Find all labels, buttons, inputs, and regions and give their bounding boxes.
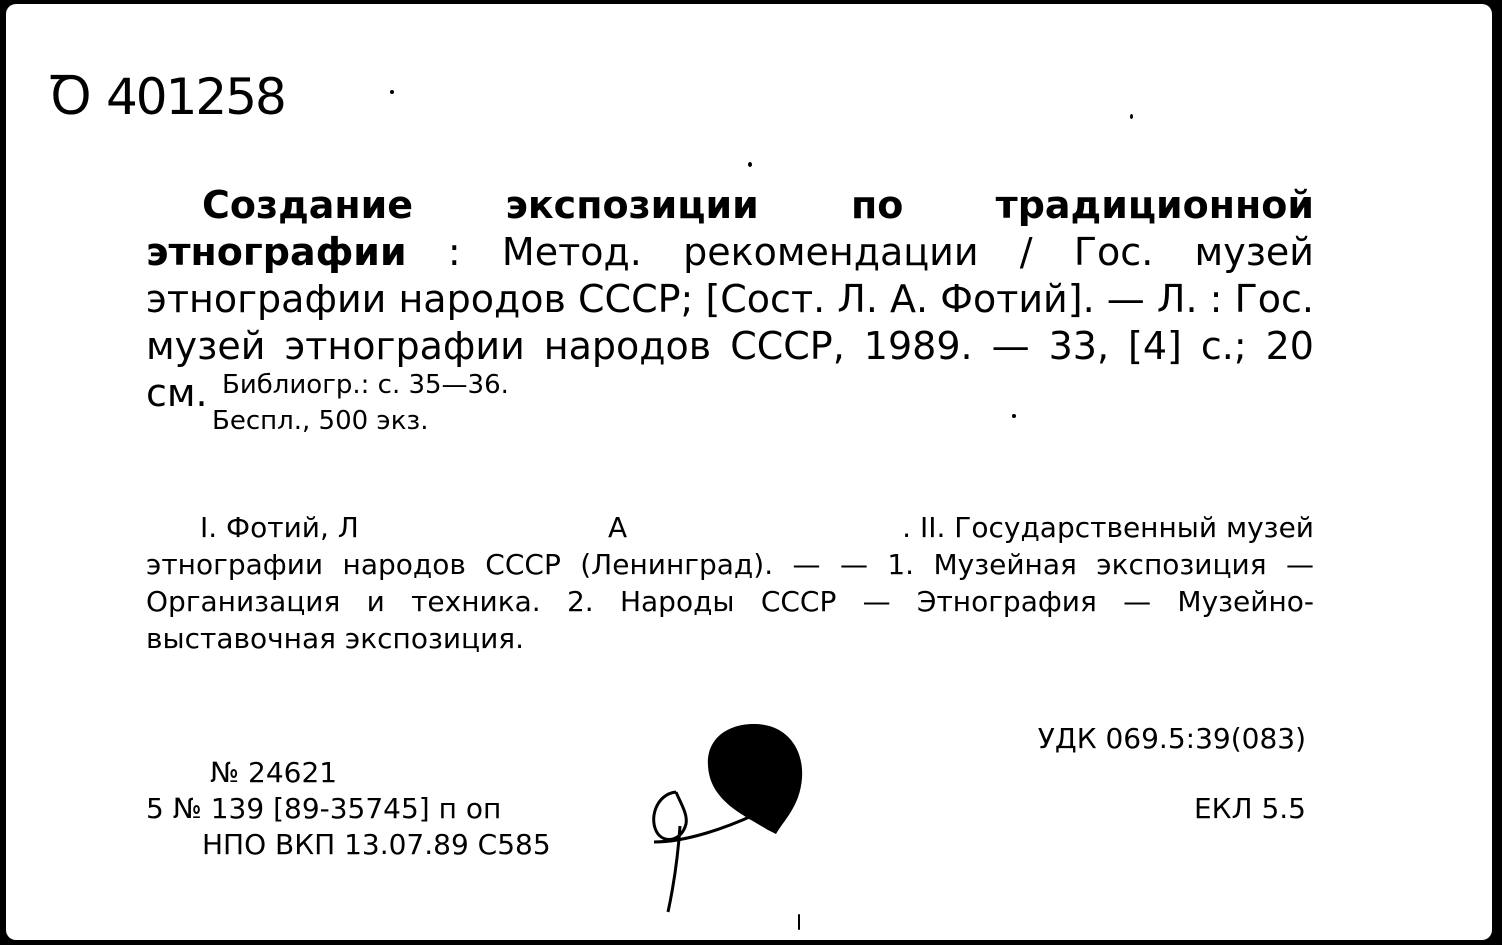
subject-rest: этнографии народов СССР (Ленинград). — — 1. Музейная экспозиция — Организация и техника. 2. Народы СССР — Этнография — Музейно-выставочная экспозиция. xyxy=(146,548,1314,655)
catalog-card xyxy=(6,4,1492,940)
call-number-value: 401258 xyxy=(105,68,285,126)
speck xyxy=(1130,114,1133,119)
description-text: : Метод. рекомендации / Гос. музей этнографии народов СССР; [Сост. Л. А. Фотий]. — Л. : Гос. музей этнографии народов СССР, 1989. — 33, [4] с.; 20 см. xyxy=(146,230,1314,415)
subject-author: I. Фотий, Л xyxy=(200,511,359,544)
speck xyxy=(748,162,752,167)
speck xyxy=(390,90,394,94)
call-symbol: Ꝺ xyxy=(50,64,90,127)
order-line: 5 № 139 [89-35745] п оп xyxy=(146,792,502,825)
note-price: Беспл., 500 экз. xyxy=(212,406,429,436)
ink-mark-icon xyxy=(636,716,826,926)
subject-first-line xyxy=(146,509,1314,546)
publisher-line: НПО ВКП 13.07.89 С585 xyxy=(202,828,551,861)
call-number xyxy=(50,56,285,130)
note-bibliography: Библиогр.: с. 35—36. xyxy=(222,370,509,400)
speck xyxy=(1012,414,1016,418)
book-title: Создание экспозиции по традиционной этнографии xyxy=(146,183,1314,274)
speck xyxy=(798,914,800,930)
ekl-code: ЕКЛ 5.5 xyxy=(1193,792,1306,825)
udc-code: УДК 069.5:39(083) xyxy=(1037,722,1306,755)
card-number: № 24621 xyxy=(210,756,338,789)
subject-org: . II. Государственный музей xyxy=(902,511,1314,544)
subject-initial: А xyxy=(608,511,628,544)
subject-headings xyxy=(146,509,1314,657)
